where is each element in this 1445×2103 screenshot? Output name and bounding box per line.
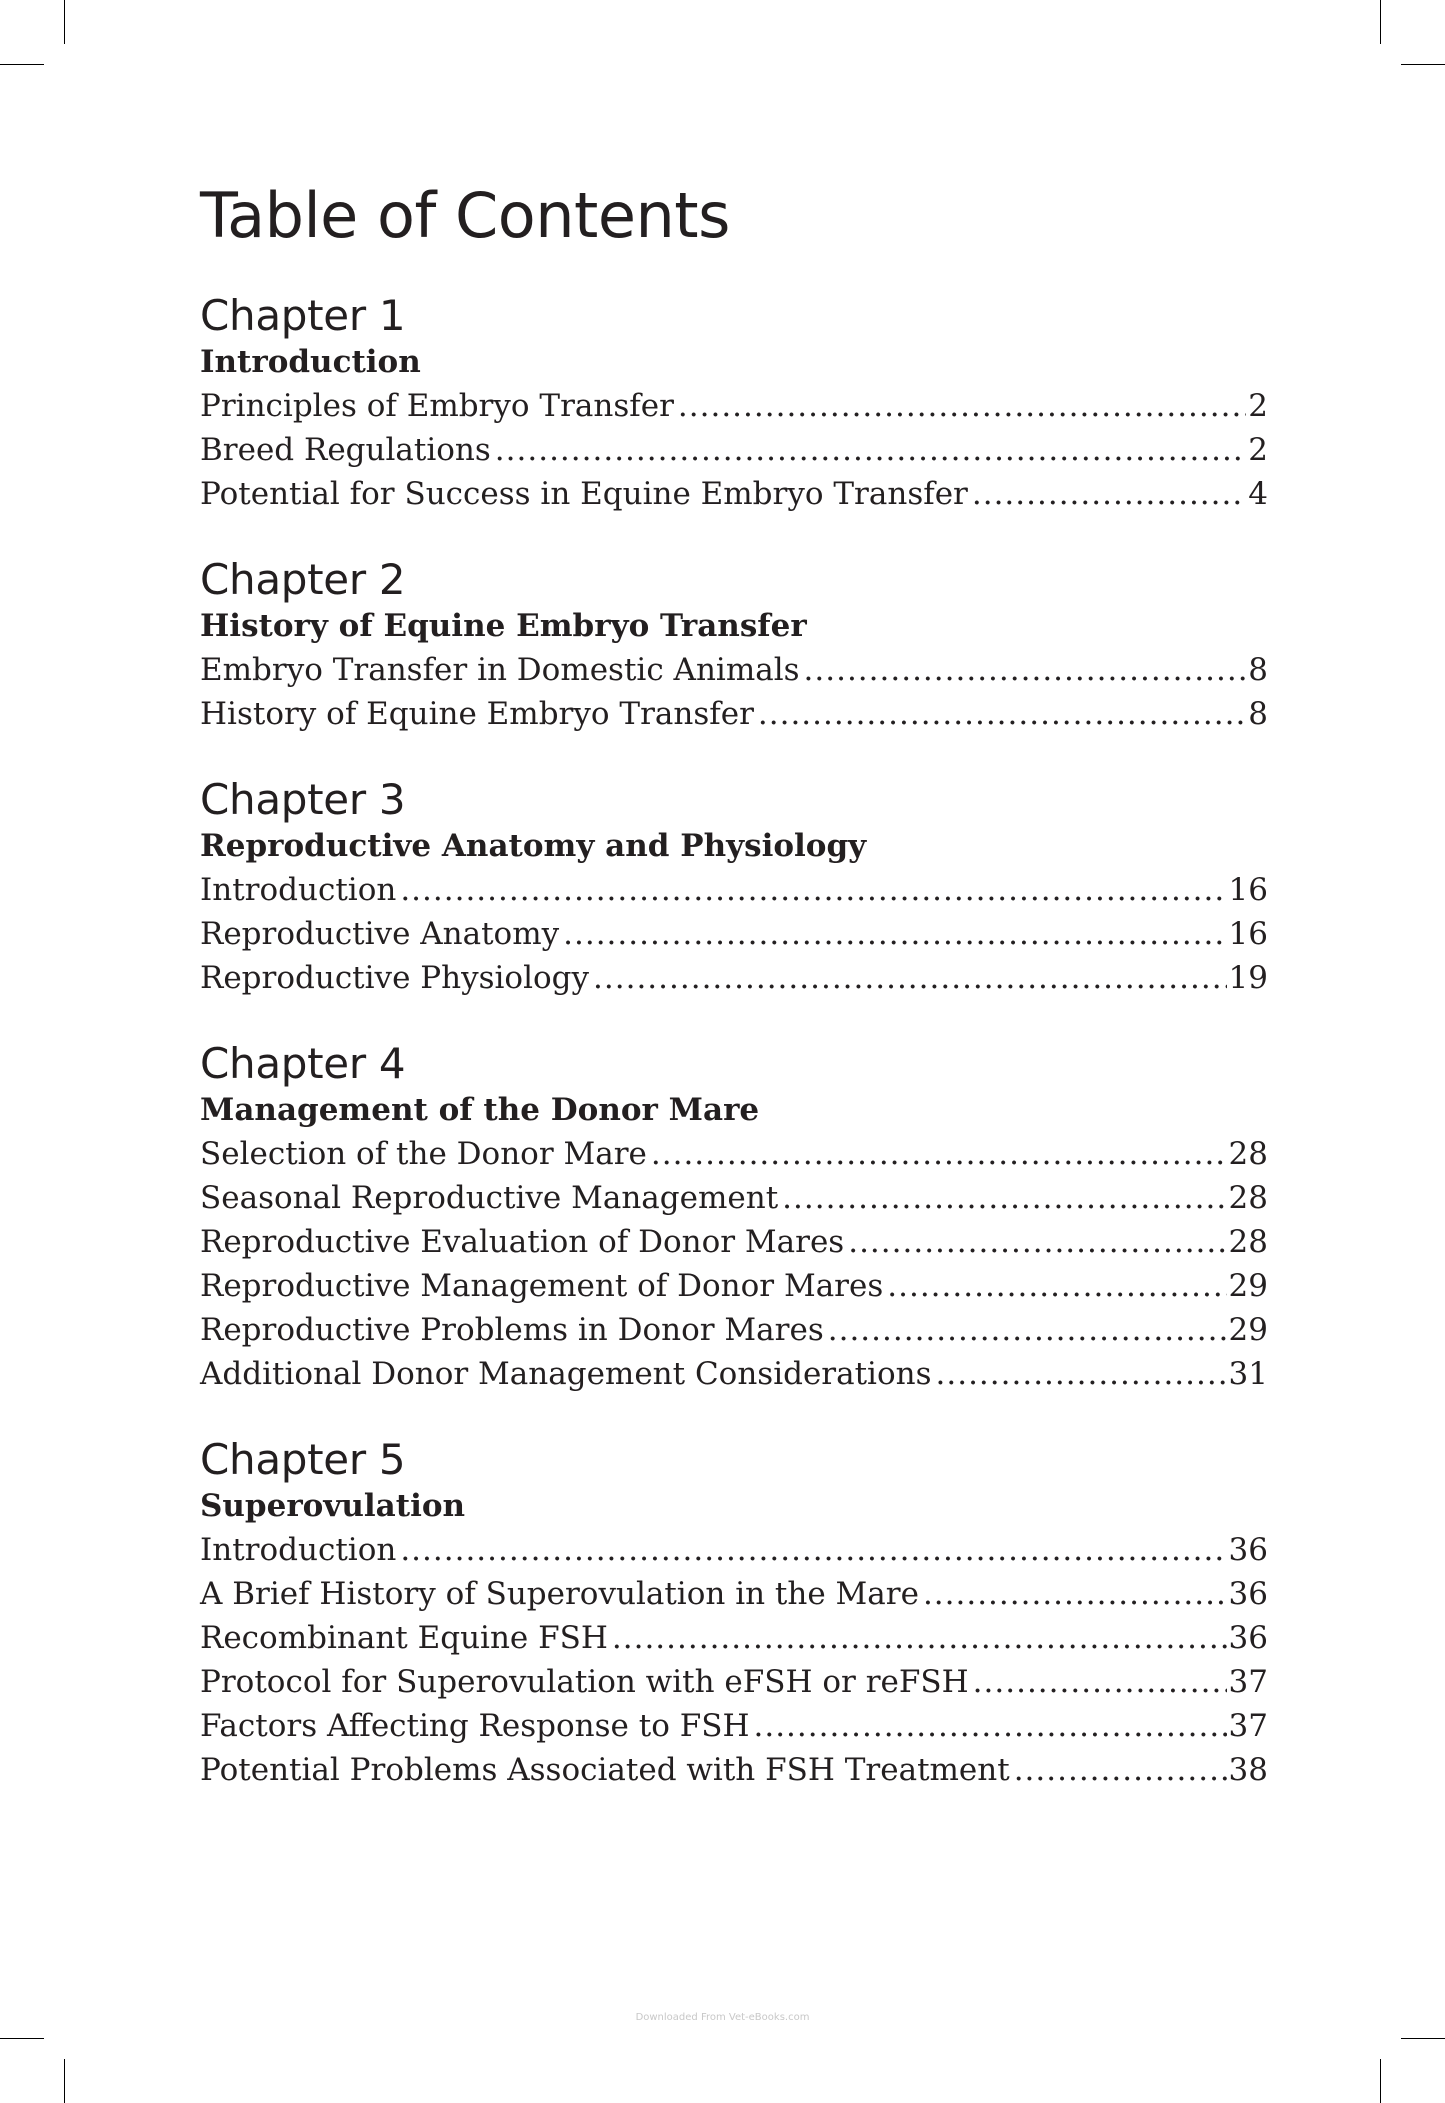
chapter-label: Chapter 2 [200, 555, 406, 604]
toc-entry-label: Factors Affecting Response to FSH [200, 1708, 750, 1744]
toc-entry-label: Seasonal Reproductive Management [200, 1180, 779, 1216]
crop-mark-bottom-right-vertical [1380, 2059, 1381, 2103]
chapter-list [200, 290, 1268, 1792]
toc-entry-label: Selection of the Donor Mare [200, 1136, 647, 1172]
toc-entry[interactable] [200, 1572, 1268, 1616]
toc-entry-label: Protocol for Superovulation with eFSH or reFSH [200, 1664, 969, 1700]
toc-entry-page-number: 4 [1248, 476, 1268, 512]
toc-entry[interactable] [200, 1528, 1268, 1572]
dot-leader [848, 1220, 1226, 1264]
chapter-title: Introduction [200, 344, 421, 380]
toc-entry-label: Introduction [200, 1532, 397, 1568]
toc-entry-label: A Brief History of Superovulation in the Mare [200, 1576, 919, 1612]
toc-entry[interactable] [200, 868, 1268, 912]
dot-leader [400, 1528, 1226, 1572]
dot-leader [754, 1704, 1227, 1748]
crop-mark-top-left-horizontal [0, 64, 44, 65]
chapter-label: Chapter 4 [200, 1039, 406, 1088]
chapter-section [200, 554, 1268, 736]
dot-leader [782, 1176, 1226, 1220]
toc-entry[interactable] [200, 1352, 1268, 1396]
toc-entry[interactable] [200, 648, 1268, 692]
dot-leader [923, 1572, 1227, 1616]
chapter-title: Reproductive Anatomy and Physiology [200, 828, 867, 864]
chapter-title: Management of the Donor Mare [200, 1092, 760, 1128]
chapter-label: Chapter 3 [200, 775, 406, 824]
toc-entry[interactable] [200, 472, 1268, 516]
toc-entry-label: Principles of Embryo Transfer [200, 388, 674, 424]
dot-leader [973, 1660, 1227, 1704]
toc-entry[interactable] [200, 692, 1268, 736]
dot-leader [828, 1308, 1227, 1352]
dot-leader [887, 1264, 1226, 1308]
crop-mark-bottom-right-horizontal [1401, 2038, 1445, 2039]
chapter-section [200, 1038, 1268, 1396]
crop-mark-top-right-vertical [1380, 0, 1381, 44]
toc-entry-page-number: 19 [1228, 960, 1268, 996]
toc-entry[interactable] [200, 1616, 1268, 1660]
toc-entry[interactable] [200, 1704, 1268, 1748]
dot-leader [563, 912, 1226, 956]
toc-entry-label: Recombinant Equine FSH [200, 1620, 608, 1656]
chapter-label: Chapter 1 [200, 291, 406, 340]
table-of-contents [200, 168, 1268, 1830]
dot-leader [1014, 1748, 1227, 1792]
toc-entry-label: Potential Problems Associated with FSH Treatment [200, 1752, 1010, 1788]
toc-entry[interactable] [200, 1660, 1268, 1704]
crop-mark-bottom-left-vertical [64, 2059, 65, 2103]
dot-leader [936, 1352, 1227, 1396]
chapter-section [200, 774, 1268, 1000]
toc-entry[interactable] [200, 1176, 1268, 1220]
toc-entry-page-number: 8 [1248, 652, 1268, 688]
toc-entry[interactable] [200, 1264, 1268, 1308]
toc-entry-label: Potential for Success in Equine Embryo Transfer [200, 476, 968, 512]
toc-entry-page-number: 31 [1228, 1356, 1268, 1392]
toc-entry-label: Embryo Transfer in Domestic Animals [200, 652, 800, 688]
dot-leader [972, 472, 1246, 516]
toc-entry[interactable] [200, 1748, 1268, 1792]
toc-entry[interactable] [200, 1220, 1268, 1264]
toc-entry-label: Breed Regulations [200, 432, 491, 468]
toc-entry[interactable] [200, 384, 1268, 428]
toc-entry[interactable] [200, 428, 1268, 472]
chapter-section [200, 290, 1268, 516]
chapter-title: Superovulation [200, 1488, 466, 1524]
dot-leader [651, 1132, 1227, 1176]
toc-entry-label: Reproductive Problems in Donor Mares [200, 1312, 824, 1348]
crop-mark-bottom-left-horizontal [0, 2038, 44, 2039]
toc-entry-page-number: 36 [1228, 1620, 1268, 1656]
dot-leader [400, 868, 1226, 912]
chapter-section [200, 1434, 1268, 1792]
toc-entry-page-number: 28 [1228, 1136, 1268, 1172]
toc-entry-page-number: 36 [1228, 1532, 1268, 1568]
toc-entry[interactable] [200, 1308, 1268, 1352]
toc-entry-page-number: 37 [1228, 1708, 1268, 1744]
dot-leader [593, 956, 1227, 1000]
toc-entry-page-number: 16 [1228, 872, 1268, 908]
crop-mark-top-left-vertical [64, 0, 65, 44]
chapter-label: Chapter 5 [200, 1435, 406, 1484]
page-title: Table of Contents [200, 179, 730, 252]
toc-entry-label: Reproductive Physiology [200, 960, 590, 996]
dot-leader [678, 384, 1246, 428]
toc-entry[interactable] [200, 1132, 1268, 1176]
toc-entry-page-number: 2 [1248, 432, 1268, 468]
toc-entry-label: Reproductive Evaluation of Donor Mares [200, 1224, 845, 1260]
dot-leader [758, 692, 1246, 736]
toc-entry-page-number: 38 [1228, 1752, 1268, 1788]
toc-entry-page-number: 29 [1228, 1312, 1268, 1348]
toc-entry-label: History of Equine Embryo Transfer [200, 696, 754, 732]
chapter-title: History of Equine Embryo Transfer [200, 608, 807, 644]
toc-entry-page-number: 29 [1228, 1268, 1268, 1304]
toc-entry[interactable] [200, 912, 1268, 956]
watermark-text: Downloaded From Vet-eBooks.com [635, 2012, 810, 2023]
toc-entry-page-number: 8 [1248, 696, 1268, 732]
toc-entry[interactable] [200, 956, 1268, 1000]
toc-entry-label: Reproductive Management of Donor Mares [200, 1268, 884, 1304]
toc-entry-page-number: 28 [1228, 1224, 1268, 1260]
crop-mark-top-right-horizontal [1401, 64, 1445, 65]
dot-leader [612, 1616, 1227, 1660]
toc-entry-label: Reproductive Anatomy [200, 916, 560, 952]
toc-entry-label: Additional Donor Management Considerations [200, 1356, 932, 1392]
toc-entry-page-number: 2 [1248, 388, 1268, 424]
toc-entry-label: Introduction [200, 872, 397, 908]
toc-entry-page-number: 36 [1228, 1576, 1268, 1612]
toc-entry-page-number: 28 [1228, 1180, 1268, 1216]
toc-entry-page-number: 16 [1228, 916, 1268, 952]
dot-leader [804, 648, 1247, 692]
dot-leader [495, 428, 1246, 472]
toc-entry-page-number: 37 [1228, 1664, 1268, 1700]
